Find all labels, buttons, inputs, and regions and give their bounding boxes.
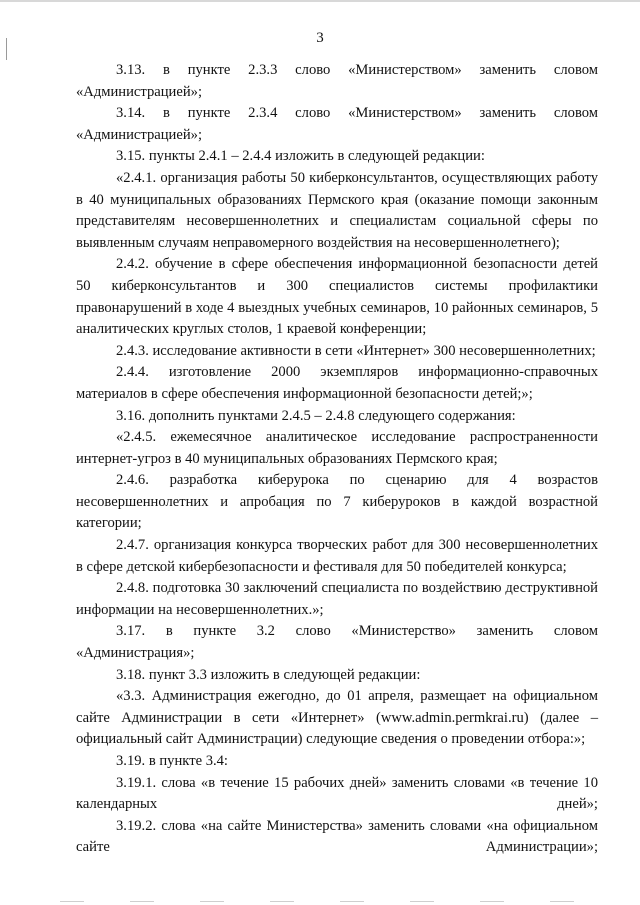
paragraph: 2.4.8. подготовка 30 заключений специалиста по воздействию деструктивной информации на несовершеннолетних.»;	[76, 580, 598, 618]
paragraph: 2.4.7. организация конкурса творческих работ для 300 несовершеннолетних в сфере детской кибербезопасности и фестиваля для 50 победителей конкурса;	[76, 537, 598, 575]
paragraph: 3.17. в пункте 3.2 слово «Министерство» заменить словом «Администрация»;	[76, 623, 598, 662]
paragraph: 2.4.2. обучение в сфере обеспечения информационной безопасности детей 50 киберконсультантов и 300 специалистов системы профилактики правонарушений в ходе 4 выездных учебных семинаров, 10 районных семинаров, 5 аналитических круглых столов, 1 краевой конференции;	[76, 256, 598, 338]
paragraph: 3.19.2. слова «на сайте Министерства» заменить словами «на официальном сайте Администрации»;	[76, 817, 598, 856]
scan-bottom-edge	[60, 901, 580, 902]
scan-top-edge	[0, 0, 640, 2]
paragraph: 3.13. в пункте 2.3.3 слово «Министерством» заменить словом «Администрацией»;	[76, 62, 598, 100]
paragraph: 3.14. в пункте 2.3.4 слово «Министерством» заменить словом «Администрацией»;	[76, 105, 598, 143]
paragraph: 2.4.3. исследование активности в сети «Интернет» 300 несовершеннолетних;	[116, 342, 596, 359]
paragraph: «2.4.1. организация работы 50 киберконсультантов, осуществляющих работу в 40 муниципальных образованиях Пермского края (оказание помощи законным представителям несовершеннолетних и специалистам социальной сферы по выявленным случаям неправомерного воздействия на несовершеннолетнего);	[76, 169, 598, 251]
paragraph: 3.18. пункт 3.3 изложить в следующей редакции:	[116, 666, 421, 683]
paragraph: 2.4.4. изготовление 2000 экземпляров информационно-справочных материалов в сфере обеспечения информационной безопасности детей;»;	[76, 364, 598, 402]
paragraph: «2.4.5. ежемесячное аналитическое исследование распространенности интернет-угроз в 40 муниципальных образованиях Пермского края;	[76, 429, 598, 467]
page-number: 3	[316, 30, 324, 46]
paragraph: 2.4.6. разработка киберурока по сценарию для 4 возрастов несовершеннолетних и апробация по 7 киберуроков в каждой возрастной категории;	[76, 472, 598, 532]
paragraph: «3.3. Администрация ежегодно, до 01 апреля, размещает на официальном сайте Администрации в сети «Интернет» (www.admin.permkrai.ru) (далее – официальный сайт Администрации) следующие сведения о проведении отбора:»;	[76, 688, 598, 748]
paragraph: 3.16. дополнить пунктами 2.4.5 – 2.4.8 следующего содержания:	[116, 407, 516, 424]
paragraph: 3.15. пункты 2.4.1 – 2.4.4 изложить в следующей редакции:	[116, 148, 485, 165]
paragraph: 3.19.1. слова «в течение 15 рабочих дней» заменить словами «в течение 10 календарных дней»;	[76, 774, 598, 813]
paragraph: 3.19. в пункте 3.4:	[116, 753, 228, 769]
document-body	[76, 60, 598, 859]
